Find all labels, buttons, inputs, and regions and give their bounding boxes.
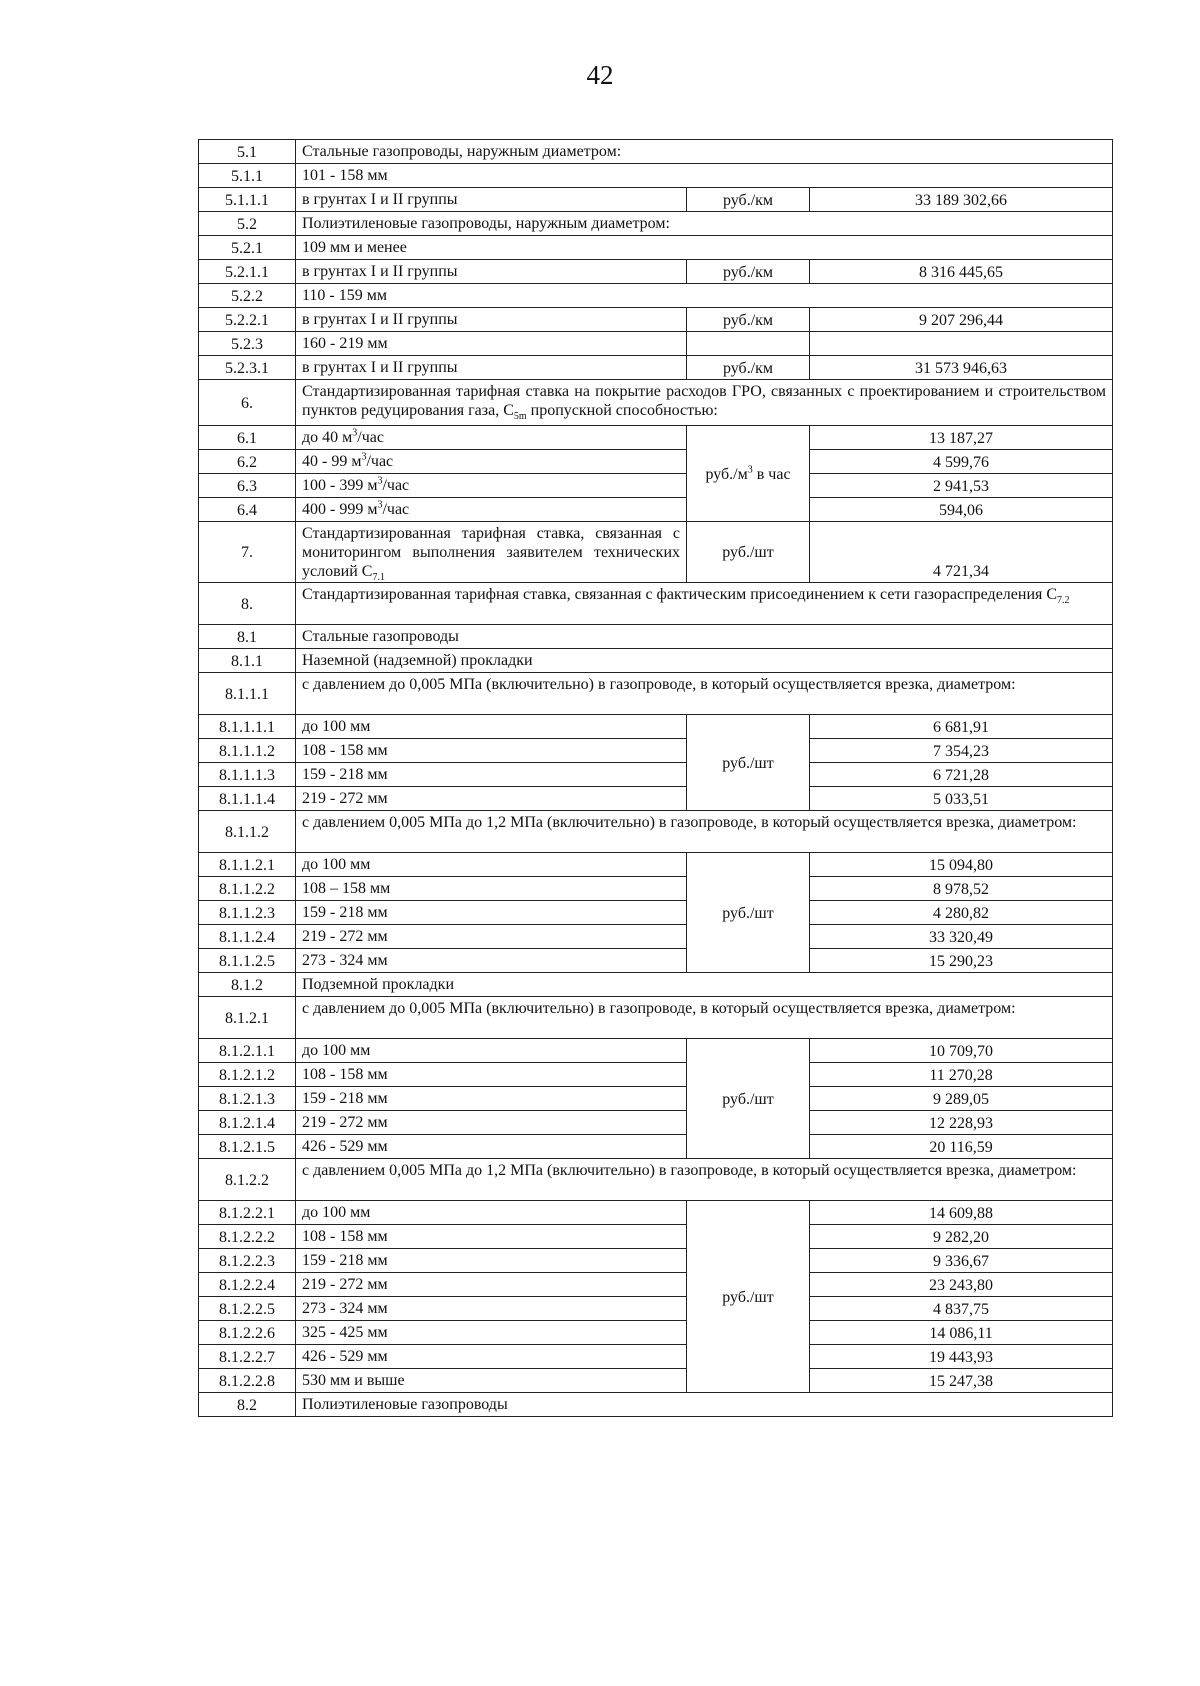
row-description	[296, 1087, 687, 1111]
unit-cell	[687, 426, 810, 522]
description-text: 109 мм и менее	[302, 239, 407, 256]
description-text: 159 - 218 мм	[302, 1252, 388, 1269]
row-code: 8.1.2.2.1	[199, 1201, 296, 1225]
description-text: 325 - 425 мм	[302, 1324, 388, 1341]
value-cell: 14 086,11	[810, 1321, 1113, 1345]
table-row	[199, 763, 1113, 787]
row-code: 8.1.2.1.5	[199, 1135, 296, 1159]
value-cell: 19 443,93	[810, 1345, 1113, 1369]
table-row	[199, 649, 1113, 673]
description-superscript: 3	[377, 475, 383, 487]
row-description	[296, 474, 687, 498]
row-code: 5.2.1.1	[199, 260, 296, 284]
row-description	[296, 164, 1113, 188]
row-code: 8.1.1.2.5	[199, 949, 296, 973]
value-cell: 12 228,93	[810, 1111, 1113, 1135]
row-description	[296, 1393, 1113, 1417]
table-row	[199, 1273, 1113, 1297]
value-cell: 4 837,75	[810, 1297, 1113, 1321]
description-text: 108 - 158 мм	[302, 742, 388, 759]
row-description	[296, 1297, 687, 1321]
row-description	[296, 877, 687, 901]
row-description	[296, 498, 687, 522]
table-row	[199, 1159, 1113, 1201]
row-code: 8.1.1.2.2	[199, 877, 296, 901]
row-description	[296, 380, 1113, 426]
row-code: 8.1.1	[199, 649, 296, 673]
row-code: 8.1.2.2.7	[199, 1345, 296, 1369]
table-row	[199, 1039, 1113, 1063]
row-code: 5.2.1	[199, 236, 296, 260]
table-row	[199, 450, 1113, 474]
row-description	[296, 1321, 687, 1345]
unit-cell	[687, 1201, 810, 1393]
table-row	[199, 1345, 1113, 1369]
table-row	[199, 583, 1113, 625]
description-subscript: 7.1	[372, 572, 385, 584]
row-description	[296, 308, 687, 332]
row-description	[296, 901, 687, 925]
value-cell: 31 573 946,63	[810, 356, 1113, 380]
row-description	[296, 1135, 687, 1159]
row-description	[296, 625, 1113, 649]
tariff-table	[198, 139, 1113, 1417]
row-description	[296, 925, 687, 949]
row-code: 8.	[199, 583, 296, 625]
row-code: 5.1	[199, 140, 296, 164]
description-text: 160 - 219 мм	[302, 335, 388, 352]
table-row	[199, 308, 1113, 332]
description-tail: /час	[366, 453, 394, 470]
value-cell: 9 336,67	[810, 1249, 1113, 1273]
description-text: до 100 мм	[302, 718, 371, 735]
value-cell: 15 290,23	[810, 949, 1113, 973]
unit-text: руб./шт	[722, 904, 774, 922]
description-text: 426 - 529 мм	[302, 1138, 388, 1155]
description-text: Наземной (надземной) прокладки	[302, 652, 533, 669]
description-text: 159 - 218 мм	[302, 904, 388, 921]
row-description	[296, 583, 1113, 625]
description-text: 159 - 218 мм	[302, 766, 388, 783]
row-code: 6.	[199, 380, 296, 426]
row-code: 8.1.1.1.1	[199, 715, 296, 739]
table-row	[199, 474, 1113, 498]
table-row	[199, 188, 1113, 212]
row-code: 5.2.3	[199, 332, 296, 356]
table-row	[199, 1201, 1113, 1225]
row-code: 5.1.1	[199, 164, 296, 188]
row-code: 8.1.2.2.8	[199, 1369, 296, 1393]
row-description	[296, 212, 1113, 236]
table-row	[199, 1135, 1113, 1159]
table-row	[199, 1111, 1113, 1135]
description-text: 40 - 99 м	[302, 453, 362, 470]
table-row	[199, 877, 1113, 901]
row-description	[296, 284, 1113, 308]
table-row	[199, 973, 1113, 997]
table-row	[199, 739, 1113, 763]
row-description	[296, 787, 687, 811]
table-row	[199, 498, 1113, 522]
row-code: 8.1.2.1.3	[199, 1087, 296, 1111]
table-row	[199, 997, 1113, 1039]
unit-text: руб./м	[705, 465, 748, 483]
value-cell: 9 282,20	[810, 1225, 1113, 1249]
description-text: 530 мм и выше	[302, 1372, 405, 1389]
row-code: 8.1.1.2.3	[199, 901, 296, 925]
description-text: 273 - 324 мм	[302, 1300, 388, 1317]
row-description	[296, 1159, 1113, 1201]
value-cell: 4 599,76	[810, 450, 1113, 474]
value-cell: 10 709,70	[810, 1039, 1113, 1063]
table-row	[199, 284, 1113, 308]
row-code: 8.1.2.1.4	[199, 1111, 296, 1135]
row-code: 8.1.2.2.3	[199, 1249, 296, 1273]
row-description	[296, 673, 1113, 715]
table-row	[199, 625, 1113, 649]
table-row	[199, 715, 1113, 739]
row-code: 8.1.1.1.4	[199, 787, 296, 811]
unit-cell	[687, 1039, 810, 1159]
row-description	[296, 522, 687, 583]
row-code: 8.1	[199, 625, 296, 649]
row-description	[296, 426, 687, 450]
table-row	[199, 1297, 1113, 1321]
row-description	[296, 1063, 687, 1087]
description-text: до 100 мм	[302, 856, 371, 873]
description-text: 426 - 529 мм	[302, 1348, 388, 1365]
description-text: 219 - 272 мм	[302, 790, 388, 807]
unit-text: руб./шт	[722, 1288, 774, 1306]
value-cell: 14 609,88	[810, 1201, 1113, 1225]
description-text: Полиэтиленовые газопроводы, наружным диаметром:	[302, 215, 670, 232]
row-description	[296, 356, 687, 380]
table-row	[199, 853, 1113, 877]
value-cell: 2 941,53	[810, 474, 1113, 498]
description-tail: /час	[382, 501, 410, 518]
row-description	[296, 1273, 687, 1297]
row-description	[296, 1345, 687, 1369]
description-text: Стандартизированная тарифная ставка, связанная с фактическим присоединением к сети газораспределения C	[302, 586, 1058, 603]
description-subscript: 7.2	[1057, 595, 1070, 607]
row-code: 5.2	[199, 212, 296, 236]
description-text: с давлением до 0,005 МПа (включительно) в газопроводе, в который осуществляется врезка, диаметром:	[302, 1000, 1016, 1017]
value-cell: 23 243,80	[810, 1273, 1113, 1297]
row-description	[296, 260, 687, 284]
description-text: Стандартизированная тарифная ставка, связанная с мониторингом выполнения заявителем технических условий C	[302, 525, 680, 580]
table-row	[199, 236, 1113, 260]
row-code: 5.2.2	[199, 284, 296, 308]
description-tail: /час	[382, 477, 410, 494]
row-description	[296, 1039, 687, 1063]
row-description	[296, 450, 687, 474]
unit-text: руб./шт	[722, 1090, 774, 1108]
table-row	[199, 811, 1113, 853]
table-row	[199, 164, 1113, 188]
unit-cell: руб./км	[687, 356, 810, 380]
row-description	[296, 332, 687, 356]
row-code: 8.1.2.2.5	[199, 1297, 296, 1321]
row-description	[296, 811, 1113, 853]
description-text: 219 - 272 мм	[302, 1114, 388, 1131]
row-description	[296, 236, 1113, 260]
description-text: до 40 м	[302, 429, 353, 446]
value-cell: 13 187,27	[810, 426, 1113, 450]
row-code: 8.1.2.1.1	[199, 1039, 296, 1063]
unit-tail: в час	[752, 465, 791, 483]
row-description	[296, 715, 687, 739]
row-code: 6.2	[199, 450, 296, 474]
table-row	[199, 949, 1113, 973]
description-text: 273 - 324 мм	[302, 952, 388, 969]
description-tail: /час	[357, 429, 384, 446]
description-text: Подземной прокладки	[302, 976, 454, 993]
value-cell: 8 978,52	[810, 877, 1113, 901]
description-text: с давлением 0,005 МПа до 1,2 МПа (включительно) в газопроводе, в который осуществляется врезка, диаметром:	[302, 814, 1077, 831]
unit-superscript: 3	[747, 464, 753, 476]
page-number: 42	[586, 60, 614, 90]
description-text: Стандартизированная тарифная ставка на покрытие расходов ГРО, связанных с проектированием и строительством пунктов редуцирования газа, C	[302, 383, 1107, 419]
row-description	[296, 1201, 687, 1225]
table-row	[199, 332, 1113, 356]
table-row	[199, 1369, 1113, 1393]
unit-cell	[687, 715, 810, 811]
unit-cell: руб./км	[687, 188, 810, 212]
row-code: 7.	[199, 522, 296, 583]
description-text: Стальные газопроводы	[302, 628, 459, 645]
value-cell: 33 189 302,66	[810, 188, 1113, 212]
table-row	[199, 925, 1113, 949]
row-code: 8.1.2.1	[199, 997, 296, 1039]
description-text: 159 - 218 мм	[302, 1090, 388, 1107]
table-row	[199, 673, 1113, 715]
row-description	[296, 1225, 687, 1249]
row-code: 8.1.1.2	[199, 811, 296, 853]
value-cell: 15 247,38	[810, 1369, 1113, 1393]
description-superscript: 3	[361, 451, 367, 463]
description-text: в грунтах I и II группы	[302, 359, 458, 376]
description-text: 110 - 159 мм	[302, 287, 387, 304]
row-code: 8.1.2.2.2	[199, 1225, 296, 1249]
row-code: 8.1.2.1.2	[199, 1063, 296, 1087]
row-code: 6.1	[199, 426, 296, 450]
row-code: 5.2.3.1	[199, 356, 296, 380]
table-row	[199, 380, 1113, 426]
value-cell: 6 681,91	[810, 715, 1113, 739]
value-cell: 6 721,28	[810, 763, 1113, 787]
value-cell: 5 033,51	[810, 787, 1113, 811]
row-code: 6.3	[199, 474, 296, 498]
row-code: 8.2	[199, 1393, 296, 1417]
table-row	[199, 1321, 1113, 1345]
table-row	[199, 140, 1113, 164]
row-description	[296, 1249, 687, 1273]
description-text: до 100 мм	[302, 1204, 371, 1221]
row-description	[296, 1369, 687, 1393]
row-code: 5.2.2.1	[199, 308, 296, 332]
row-code: 8.1.2	[199, 973, 296, 997]
row-description	[296, 949, 687, 973]
description-text: до 100 мм	[302, 1042, 371, 1059]
table-row	[199, 260, 1113, 284]
description-text: 108 - 158 мм	[302, 1228, 388, 1245]
unit-cell: руб./км	[687, 260, 810, 284]
description-text: в грунтах I и II группы	[302, 263, 458, 280]
value-cell: 4 721,34	[810, 522, 1113, 583]
description-text: 219 - 272 мм	[302, 928, 388, 945]
row-code: 8.1.2.2	[199, 1159, 296, 1201]
row-description	[296, 739, 687, 763]
description-tail: пропускной способностью:	[526, 402, 718, 419]
row-description	[296, 649, 1113, 673]
description-text: 108 - 158 мм	[302, 1066, 388, 1083]
description-superscript: 3	[352, 427, 358, 439]
description-text: 219 - 272 мм	[302, 1276, 388, 1293]
table-row	[199, 212, 1113, 236]
value-cell: 33 320,49	[810, 925, 1113, 949]
table-row	[199, 1249, 1113, 1273]
row-code: 8.1.1.1.3	[199, 763, 296, 787]
description-text: с давлением 0,005 МПа до 1,2 МПа (включительно) в газопроводе, в который осуществляется врезка, диаметром:	[302, 1162, 1077, 1179]
row-description	[296, 1111, 687, 1135]
value-cell: 11 270,28	[810, 1063, 1113, 1087]
row-description	[296, 188, 687, 212]
description-text: с давлением до 0,005 МПа (включительно) в газопроводе, в который осуществляется врезка, диаметром:	[302, 676, 1016, 693]
row-description	[296, 973, 1113, 997]
row-code: 8.1.1.2.1	[199, 853, 296, 877]
unit-text: руб./шт	[722, 754, 774, 772]
table-row	[199, 1225, 1113, 1249]
description-text: 101 - 158 мм	[302, 167, 388, 184]
value-cell: 20 116,59	[810, 1135, 1113, 1159]
row-description	[296, 853, 687, 877]
table-row	[199, 787, 1113, 811]
row-code: 8.1.2.2.6	[199, 1321, 296, 1345]
table-row	[199, 356, 1113, 380]
unit-cell: руб./шт	[687, 522, 810, 583]
description-subscript: 5m	[513, 411, 527, 423]
row-code: 6.4	[199, 498, 296, 522]
row-code: 5.1.1.1	[199, 188, 296, 212]
unit-cell	[687, 853, 810, 973]
row-description	[296, 140, 1113, 164]
table-row	[199, 901, 1113, 925]
description-text: в грунтах I и II группы	[302, 191, 458, 208]
description-text: 108 – 158 мм	[302, 880, 391, 897]
row-code: 8.1.1.1	[199, 673, 296, 715]
row-code: 8.1.1.2.4	[199, 925, 296, 949]
description-text: в грунтах I и II группы	[302, 311, 458, 328]
row-code: 8.1.2.2.4	[199, 1273, 296, 1297]
value-cell: 9 207 296,44	[810, 308, 1113, 332]
description-text: Полиэтиленовые газопроводы	[302, 1396, 508, 1413]
value-cell: 4 280,82	[810, 901, 1113, 925]
description-superscript: 3	[377, 499, 383, 511]
value-cell: 8 316 445,65	[810, 260, 1113, 284]
description-text: 400 - 999 м	[302, 501, 378, 518]
table-row	[199, 522, 1113, 583]
row-code: 8.1.1.1.2	[199, 739, 296, 763]
value-cell	[810, 332, 1113, 356]
description-text: Стальные газопроводы, наружным диаметром:	[302, 143, 622, 160]
value-cell: 9 289,05	[810, 1087, 1113, 1111]
table-row	[199, 426, 1113, 450]
value-cell: 15 094,80	[810, 853, 1113, 877]
table-row	[199, 1063, 1113, 1087]
unit-cell: руб./км	[687, 308, 810, 332]
value-cell: 7 354,23	[810, 739, 1113, 763]
value-cell: 594,06	[810, 498, 1113, 522]
row-description	[296, 763, 687, 787]
description-text: 100 - 399 м	[302, 477, 378, 494]
table-row	[199, 1393, 1113, 1417]
row-description	[296, 997, 1113, 1039]
table-row	[199, 1087, 1113, 1111]
unit-cell	[687, 332, 810, 356]
